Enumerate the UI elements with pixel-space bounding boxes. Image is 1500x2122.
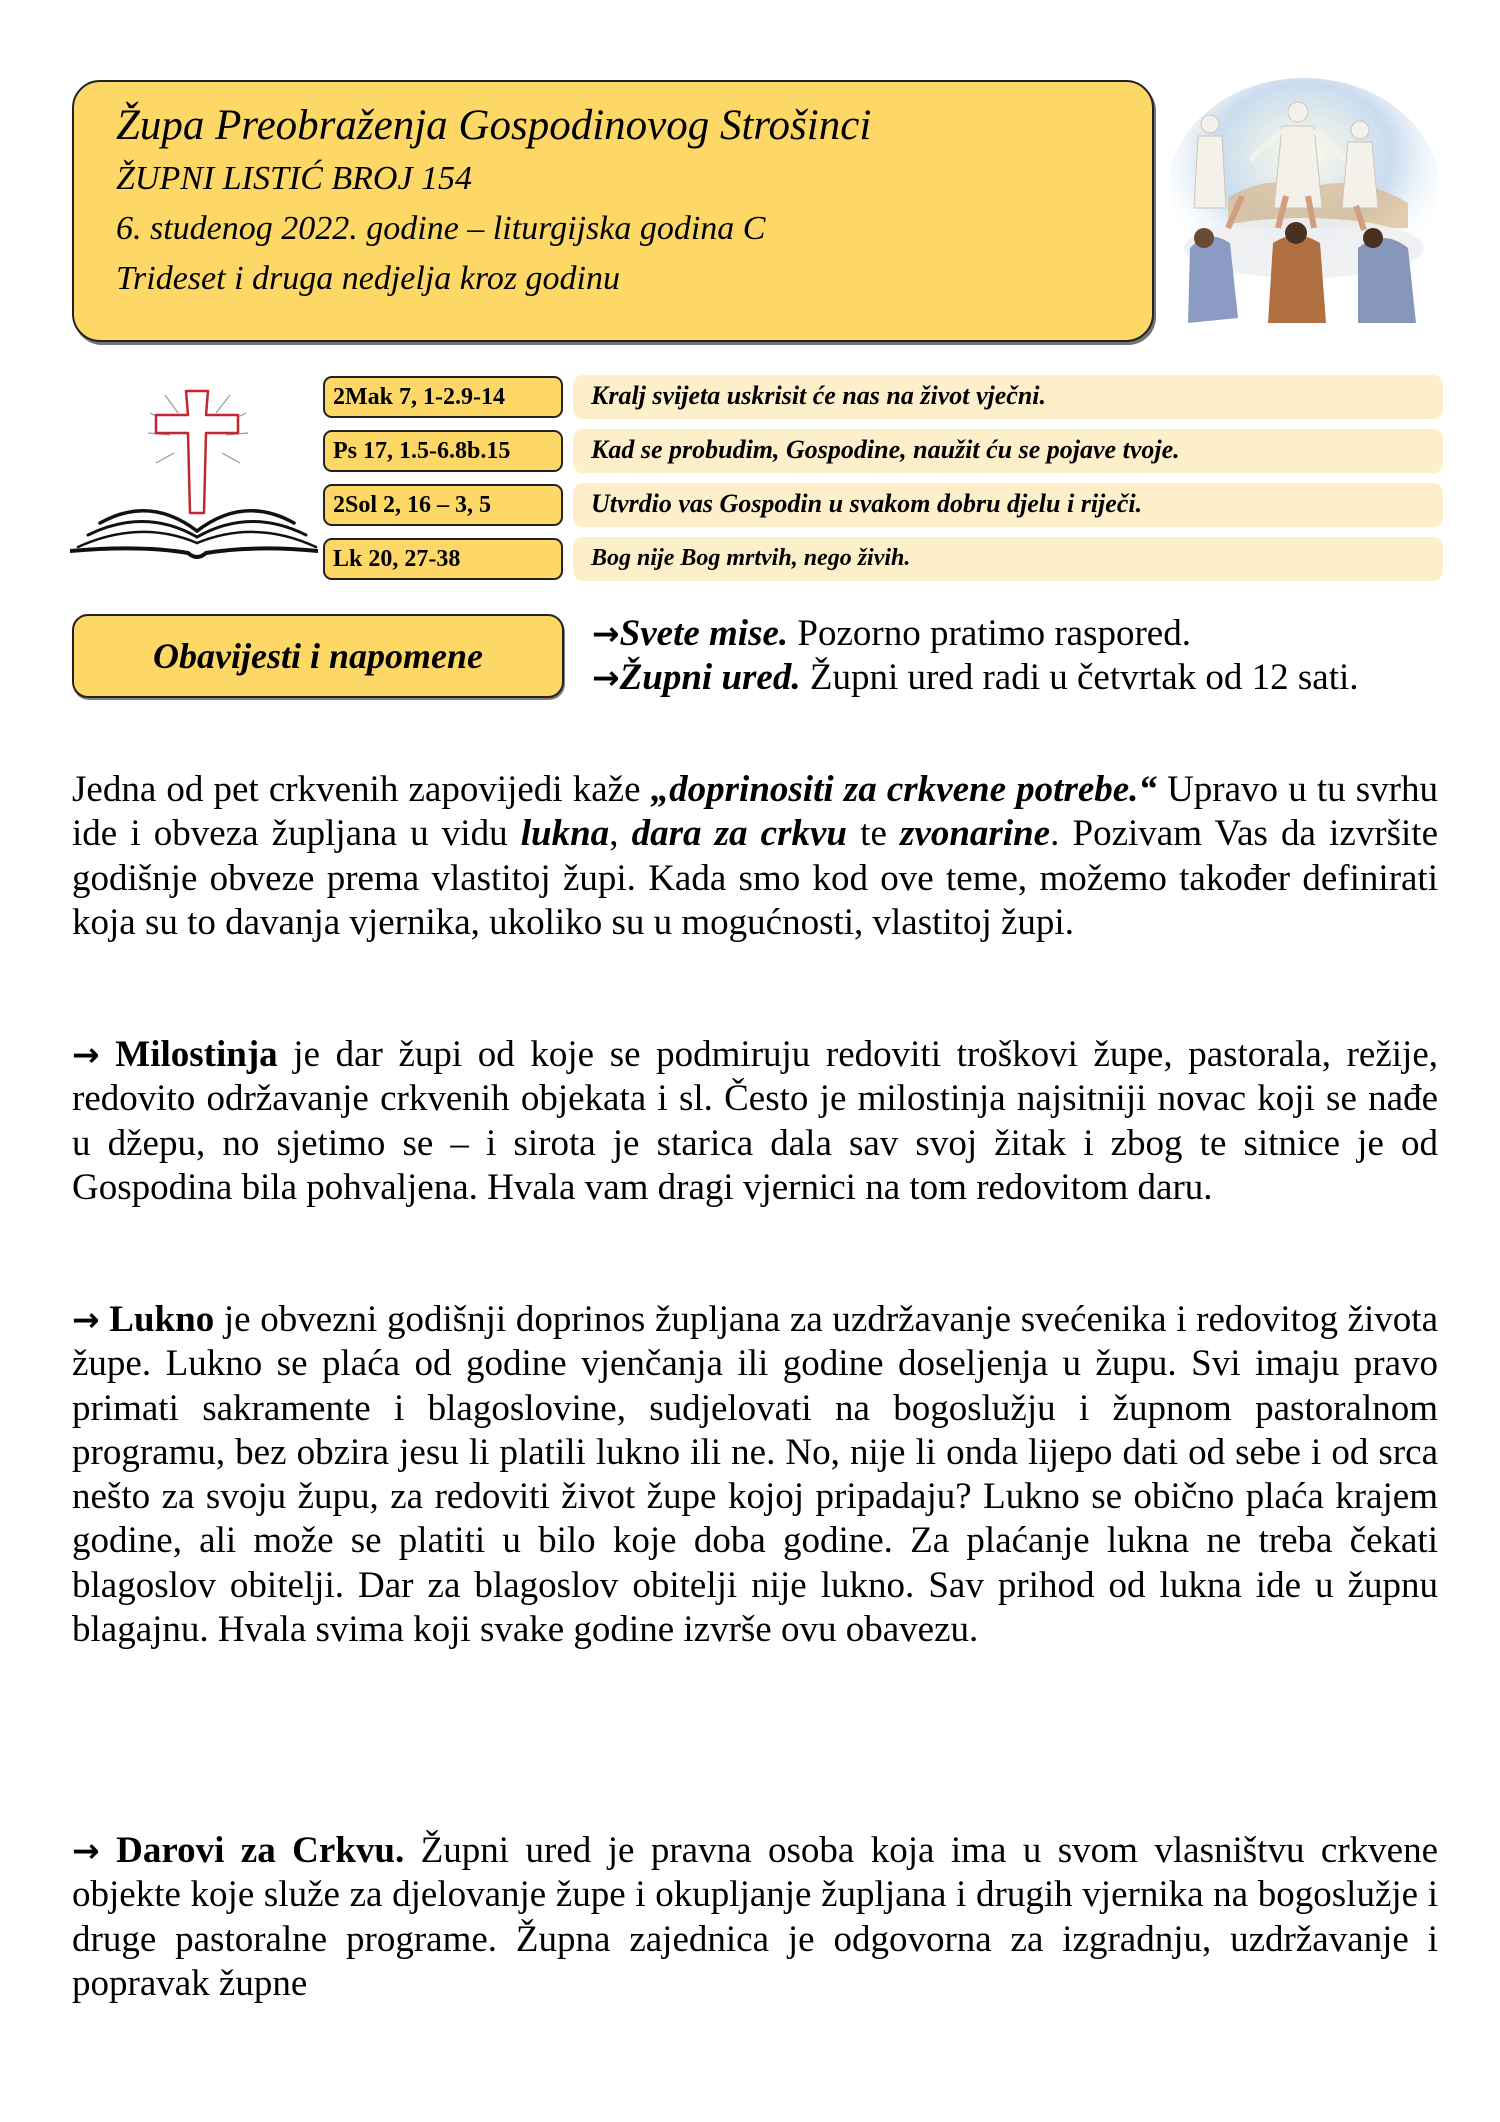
arrow-icon: → — [592, 658, 620, 697]
parish-title: Župa Preobraženja Gospodinovog Strošinci — [116, 102, 872, 149]
reading-ref: Lk 20, 27-38 — [323, 538, 563, 580]
notice-label: Župni ured. — [619, 657, 801, 698]
text: . Pozivam Vas da izvršite godišnje obveze prema vlastitoj župi. Kada smo kod ove teme, možemo također definirati koja su to davanja vjernika, ukoliko su u mogućnosti, vlastitoj župi. — [72, 813, 1439, 943]
arrow-icon: → — [72, 1035, 100, 1074]
arrow-icon: → — [592, 614, 620, 653]
text: , — [609, 813, 632, 855]
transfiguration-illustration — [1168, 78, 1440, 356]
cross-bible-emblem — [70, 385, 318, 565]
text: te — [847, 813, 901, 855]
section-text: Župni ured je pravna osoba koja ima u svom vlasništvu crkvene objekte koje služe za djelovanje župe i okupljanje župljana i drugih vjernika na bogoslužje i druge pastoralne programe. Župna zajednica je odgovorna za izgradnju, uzdržavanje i popravak župne — [72, 1830, 1438, 2004]
notice-text: Župni ured radi u četvrtak od 12 sati. — [800, 657, 1359, 698]
reading-ref: 2Sol 2, 16 – 3, 5 — [323, 484, 563, 526]
arrow-icon: → — [72, 1831, 100, 1870]
reading-ref: Ps 17, 1.5-6.8b.15 — [323, 430, 563, 472]
text: Upravo u tu svrhu ide i obveza župljana u vidu — [72, 769, 1438, 855]
section-text: je obvezni godišnji doprinos župljana za uzdržavanje svećenika i redovitog života župe. Lukno se plaća od godine vjenčanja ili godine doseljenja u župu. Svi imaju pravo primati sakramente i blagoslovine, sudjelovati na bogoslužju i župnom pastoralnom programu, bez obzira jesu li platili lukno ili ne. No, nije li onda lijepo dati od sebe i od srca nešto za svoju župu, za redoviti život župe kojoj pripadaju? Lukno se obično plaća krajem godine, ali može se platiti u bilo koje doba godine. Za plaćanje lukna ne treba čekati blagoslov obitelji. Dar za blagoslov obitelji nije lukno. Sav prihod od lukna ide u župnu blagajnu. Hvala svima koji svake godine izvrše ovu obavezu. — [72, 1299, 1438, 1651]
emphasis: zvonarine — [900, 813, 1051, 855]
section-label: Darovi za Crkvu. — [116, 1830, 405, 1871]
reading-verse: Kralj svijeta uskrisit će nas na život vječni. — [573, 375, 1443, 419]
reading-ref: 2Mak 7, 1-2.9-14 — [323, 376, 563, 418]
emphasis: dara za crkvu — [631, 813, 848, 855]
liturgical-sunday: Trideset i druga nedjelja kroz godinu — [116, 260, 621, 297]
darovi-paragraph — [72, 1829, 1438, 2006]
arrow-icon: → — [72, 1300, 100, 1339]
intro-paragraph — [72, 768, 1438, 945]
bulletin-header — [72, 80, 1154, 342]
emphasis: lukna — [520, 813, 610, 855]
issue-number: ŽUPNI LISTIĆ BROJ 154 — [116, 160, 473, 197]
milostinja-paragraph — [72, 1033, 1438, 1210]
lukno-paragraph — [72, 1298, 1438, 1652]
reading-verse: Utvrdio vas Gospodin u svakom dobru djelu i riječi. — [573, 483, 1443, 527]
notice-text: Pozorno pratimo raspored. — [788, 613, 1191, 654]
quote: „doprinositi za crkvene potrebe.“ — [650, 769, 1157, 810]
section-label: Milostinja — [115, 1034, 278, 1075]
section-label: Lukno — [109, 1299, 215, 1340]
notice-masses — [592, 612, 1438, 656]
reading-verse: Kad se probudim, Gospodine, naužit ću se pojave tvoje. — [573, 429, 1443, 473]
section-text: je dar župi od koje se podmiruju redoviti troškovi župe, pastorala, režije, redovito održavanje crkvenih objekata i sl. Često je milostinja najsitniji novac koji se nađe u džepu, no sjetimo se – i sirota je starica dala sav svoj žitak i zbog te sitnice je od Gospodina bila pohvaljena. Hvala vam dragi vjernici na tom redovitom daru. — [72, 1034, 1439, 1208]
text: Jedna od pet crkvenih zapovijedi kaže — [72, 769, 651, 810]
notices-heading: Obavijesti i napomene — [72, 614, 564, 698]
issue-date: 6. studenog 2022. godine – liturgijska godina C — [116, 210, 766, 247]
notice-label: Svete mise. — [619, 613, 789, 654]
notice-office — [72, 656, 1438, 700]
reading-verse: Bog nije Bog mrtvih, nego živih. — [573, 537, 1443, 581]
